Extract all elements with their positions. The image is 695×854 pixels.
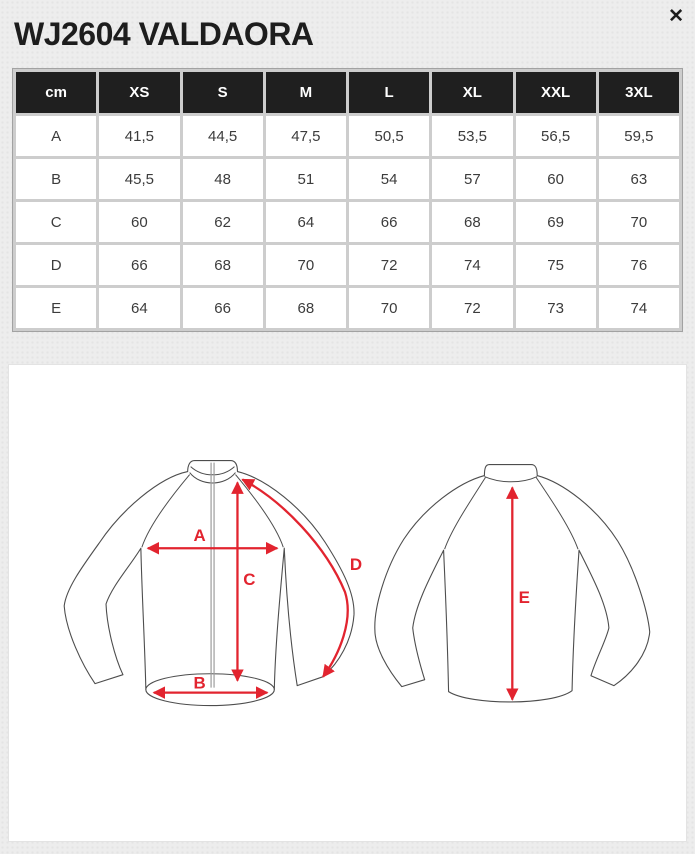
front-jersey-silhouette [64, 461, 354, 706]
size-value-cell: 56,5 [516, 116, 596, 156]
size-value-cell: 75 [516, 245, 596, 285]
size-value-cell: 72 [432, 288, 512, 328]
size-value-cell: 53,5 [432, 116, 512, 156]
size-value-cell: 74 [432, 245, 512, 285]
size-value-cell: 68 [432, 202, 512, 242]
size-value-cell: 41,5 [99, 116, 179, 156]
size-value-cell: 73 [516, 288, 596, 328]
row-label: A [16, 116, 96, 156]
size-value-cell: 48 [183, 159, 263, 199]
table-row [16, 202, 679, 242]
row-label: D [16, 245, 96, 285]
page-title: WJ2604 VALDAORA [14, 16, 314, 52]
size-value-cell: 60 [516, 159, 596, 199]
row-label: B [16, 159, 96, 199]
size-value-cell: 70 [599, 202, 679, 242]
close-icon: ✕ [668, 6, 684, 27]
measure-label-a: A [193, 526, 206, 546]
size-value-cell: 66 [349, 202, 429, 242]
size-value-cell: 54 [349, 159, 429, 199]
measure-label-c: C [243, 570, 256, 590]
size-diagram-panel [8, 364, 687, 842]
row-label: C [16, 202, 96, 242]
size-value-cell: 57 [432, 159, 512, 199]
column-header-xl: XL [432, 72, 512, 113]
column-header-s: S [183, 72, 263, 113]
size-value-cell: 74 [599, 288, 679, 328]
size-value-cell: 66 [183, 288, 263, 328]
table-header-row [16, 72, 679, 113]
row-label: E [16, 288, 96, 328]
table-row [16, 116, 679, 156]
column-header-m: M [266, 72, 346, 113]
column-header-l: L [349, 72, 429, 113]
size-value-cell: 68 [183, 245, 263, 285]
size-value-cell: 64 [99, 288, 179, 328]
unit-header: cm [16, 72, 96, 113]
size-value-cell: 76 [599, 245, 679, 285]
size-value-cell: 69 [516, 202, 596, 242]
size-value-cell: 66 [99, 245, 179, 285]
size-chart-table [13, 69, 682, 331]
jersey-measurement-diagram [9, 365, 686, 841]
size-value-cell: 59,5 [599, 116, 679, 156]
modal-header [0, 0, 695, 55]
column-header-3xl: 3XL [599, 72, 679, 113]
size-chart [12, 68, 683, 332]
column-header-xxl: XXL [516, 72, 596, 113]
size-value-cell: 70 [266, 245, 346, 285]
measure-label-d: D [349, 555, 363, 575]
measure-label-e: E [518, 588, 530, 607]
size-value-cell: 60 [99, 202, 179, 242]
size-value-cell: 44,5 [183, 116, 263, 156]
size-value-cell: 51 [266, 159, 346, 199]
column-header-xs: XS [99, 72, 179, 113]
size-value-cell: 72 [349, 245, 429, 285]
measure-label-b: B [193, 673, 206, 693]
close-button[interactable] [662, 3, 690, 30]
size-value-cell: 47,5 [266, 116, 346, 156]
size-value-cell: 63 [599, 159, 679, 199]
size-value-cell: 62 [183, 202, 263, 242]
size-value-cell: 45,5 [99, 159, 179, 199]
size-value-cell: 50,5 [349, 116, 429, 156]
table-row [16, 288, 679, 328]
size-value-cell: 64 [266, 202, 346, 242]
front-jersey-outline [64, 461, 354, 706]
table-row [16, 159, 679, 199]
table-row [16, 245, 679, 285]
size-value-cell: 70 [349, 288, 429, 328]
size-value-cell: 68 [266, 288, 346, 328]
